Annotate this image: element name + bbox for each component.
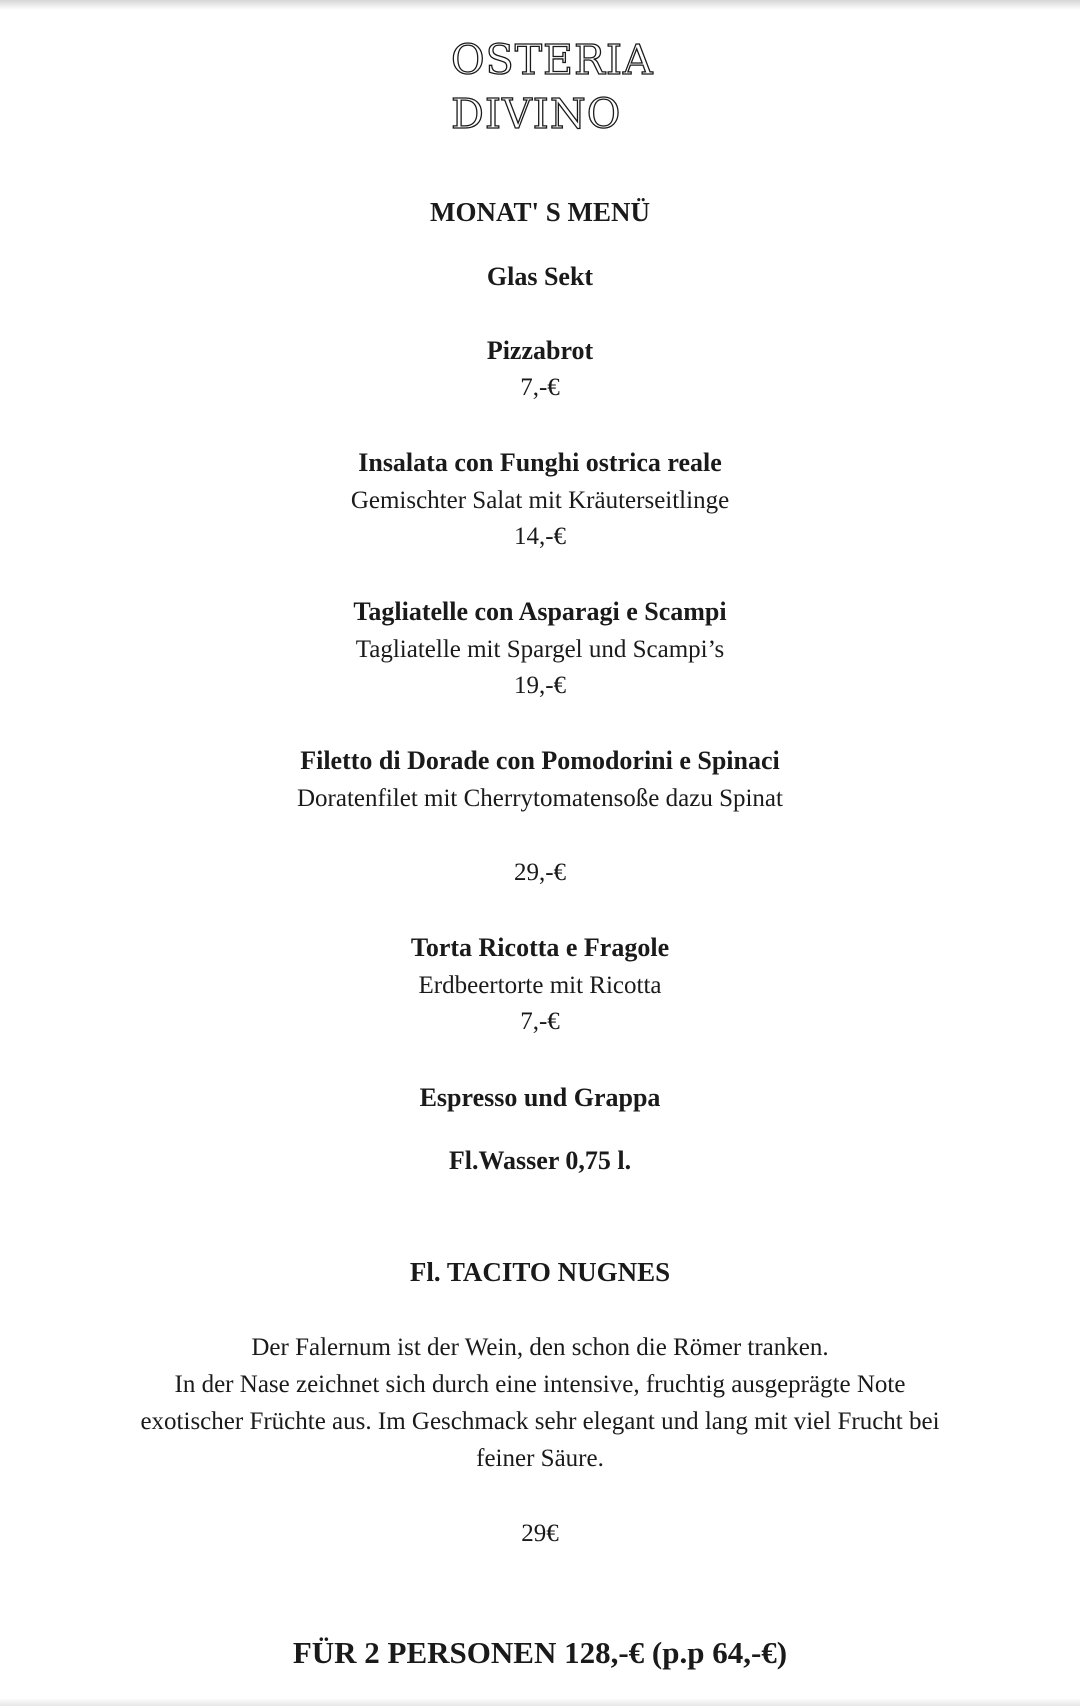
course-description: Doratenfilet mit Cherrytomatensoße dazu Spinat: [297, 785, 783, 812]
course-name: Pizzabrot: [486, 336, 594, 365]
course-name: Insalata con Funghi ostrica reale: [358, 448, 722, 477]
restaurant-name-line2: DIVINO: [451, 90, 622, 138]
bottom-edge-shadow: [0, 1698, 1080, 1706]
course-price: 14,-€: [513, 523, 567, 550]
wine-description-line: In der Nase zeichnet sich durch eine intensive, fruchtig ausgeprägte Note: [174, 1371, 906, 1398]
menu-title: MONAT' S MENÜ: [430, 197, 650, 227]
course-description: Erdbeertorte mit Ricotta: [418, 972, 662, 999]
restaurant-logo-title: [451, 33, 654, 141]
course-price: 19,-€: [513, 672, 567, 699]
course-description: Gemischter Salat mit Kräuterseitlinge: [350, 487, 730, 514]
course-price: 7,-€: [520, 1008, 560, 1035]
course-name: Tagliatelle con Asparagi e Scampi: [353, 597, 727, 626]
water-item: Fl.Wasser 0,75 l.: [448, 1146, 632, 1175]
total-price: FÜR 2 PERSONEN 128,-€ (p.p 64,-€): [292, 1635, 788, 1670]
course-name: Filetto di Dorade con Pomodorini e Spinaci: [300, 746, 780, 775]
course-price: 7,-€: [520, 374, 560, 401]
top-edge-shadow: [0, 0, 1080, 10]
wine-description-line: feiner Säure.: [476, 1445, 604, 1472]
wine-price: 29€: [521, 1520, 559, 1547]
course-description: Tagliatelle mit Spargel und Scampi’s: [355, 636, 725, 663]
wine-description-line: Der Falernum ist der Wein, den schon die Römer tranken.: [251, 1334, 829, 1361]
restaurant-name-line1: OSTERIA: [451, 36, 654, 84]
wine-description-line: exotischer Früchte aus. Im Geschmack sehr elegant und lang mit viel Frucht bei: [140, 1408, 940, 1435]
coffee-item: Espresso und Grappa: [419, 1083, 661, 1112]
course-name: Torta Ricotta e Fragole: [410, 933, 670, 962]
wine-name: Fl. TACITO NUGNES: [409, 1257, 671, 1287]
welcome-drink: Glas Sekt: [486, 262, 594, 291]
course-price: 29,-€: [513, 859, 567, 886]
